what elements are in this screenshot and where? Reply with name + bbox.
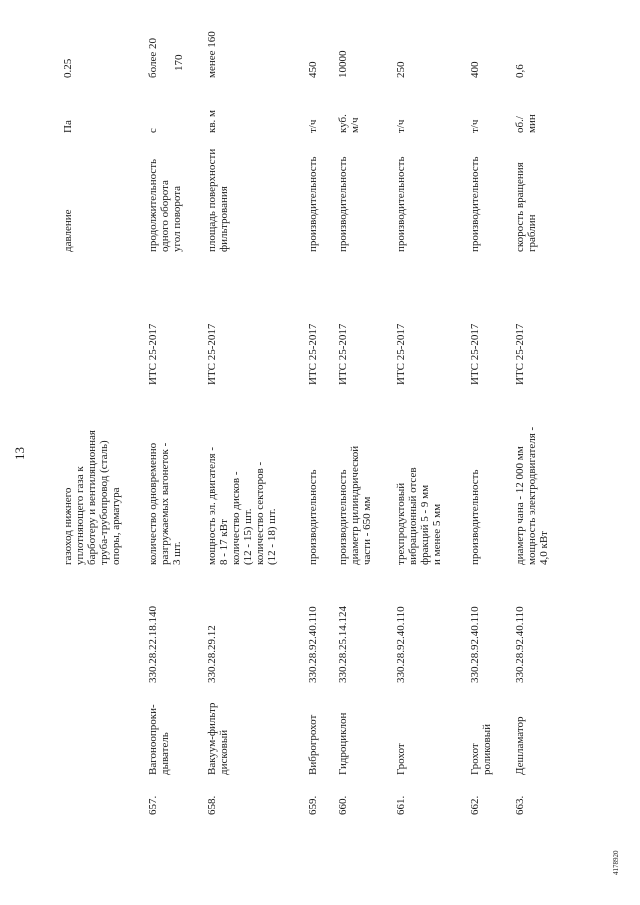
- equipment-code: 330.28.92.40.110: [469, 606, 481, 683]
- equipment-code: 330.28.25.14.124: [337, 606, 349, 683]
- standard-reference: ИТС 25-2017: [395, 323, 407, 385]
- continuation-unit: Па: [62, 120, 74, 133]
- row-number: 657.: [147, 795, 159, 815]
- standard-reference: ИТС 25-2017: [307, 323, 319, 385]
- page-number: 13: [12, 447, 27, 460]
- footer-code: 4178920: [612, 850, 620, 875]
- row-number: 660.: [337, 795, 349, 815]
- parameter-name: производительность: [337, 156, 349, 252]
- parameter-value: 0,6: [514, 64, 526, 78]
- standard-reference: ИТС 25-2017: [147, 323, 159, 385]
- equipment-description: количество одновременно разгружаемых вагонеток - 3 шт.: [147, 442, 183, 565]
- unit: с: [147, 128, 159, 133]
- row-number: 661.: [395, 795, 407, 815]
- parameter-name: площадь поверхности фильтрования: [206, 148, 230, 252]
- row-number: 663.: [514, 795, 526, 815]
- equipment-description: мощность эл. двигателя - 8 - 17 кВт количество дисков - (12 - 15) шт. количество секторов - (12 - 18) шт.: [206, 447, 278, 565]
- row-number: 658.: [206, 795, 218, 815]
- row-number: 662.: [469, 795, 481, 815]
- row-number: 659.: [307, 795, 319, 815]
- equipment-description: производительность: [469, 469, 481, 565]
- equipment-name: Гидроциклон: [337, 712, 349, 775]
- parameter-value: более 20: [147, 38, 159, 78]
- continuation-value: 0.25: [62, 58, 74, 78]
- equipment-name: Грохот роликовый: [469, 724, 493, 775]
- parameter-value: 10000: [337, 50, 349, 78]
- parameter-name: производительность: [469, 156, 481, 252]
- unit: об./ мин: [514, 114, 538, 133]
- parameter-value: менее 160: [206, 31, 218, 78]
- parameter-name: производительность: [307, 156, 319, 252]
- parameter-value: 450: [307, 61, 319, 78]
- equipment-code: 330.28.92.40.110: [395, 606, 407, 683]
- standard-reference: ИТС 25-2017: [206, 323, 218, 385]
- equipment-name: Вагоноопроки- дыватель: [147, 704, 171, 775]
- standard-reference: ИТС 25-2017: [514, 323, 526, 385]
- standard-reference: ИТС 25-2017: [469, 323, 481, 385]
- equipment-name: Дешламатор: [514, 716, 526, 775]
- parameter-value-2: 170: [173, 54, 185, 71]
- unit: куб. м/ч: [337, 114, 361, 133]
- equipment-code: 330.28.92.40.110: [307, 606, 319, 683]
- unit: кв. м: [206, 110, 218, 133]
- continuation-description: газоход нижнего уплотняющего газа к барботеру и вентиляционная труба-трубопровод (сталь) опоры, арматура: [62, 430, 122, 565]
- continuation-param: давление: [62, 209, 74, 252]
- unit: т/ч: [307, 119, 319, 133]
- equipment-description: диаметр чана - 12 000 мм мощность электродвигателя - 4,0 кВт: [514, 426, 550, 565]
- equipment-description: трехпродуктовый вибрационный отсев фракций 5 - 9 мм и менее 5 мм: [395, 467, 443, 565]
- equipment-code: 330.28.29.12: [206, 625, 218, 683]
- parameter-value: 400: [469, 61, 481, 78]
- equipment-code: 330.28.22.18.140: [147, 606, 159, 683]
- unit: т/ч: [469, 119, 481, 133]
- equipment-name: Виброгрохот: [307, 714, 319, 775]
- standard-reference: ИТС 25-2017: [337, 323, 349, 385]
- parameter-name: продолжительность одного оборота угол поворота: [147, 158, 183, 252]
- equipment-name: Грохот: [395, 743, 407, 775]
- equipment-description: производительность: [307, 469, 319, 565]
- equipment-description: производительность диаметр цилиндрической части - 650 мм: [337, 445, 373, 565]
- parameter-value: 250: [395, 61, 407, 78]
- equipment-name: Вакуум-фильтр дисковый: [206, 702, 230, 775]
- parameter-name: производительность: [395, 156, 407, 252]
- equipment-code: 330.28.92.40.110: [514, 606, 526, 683]
- unit: т/ч: [395, 119, 407, 133]
- parameter-name: скорость вращения граблин: [514, 162, 538, 252]
